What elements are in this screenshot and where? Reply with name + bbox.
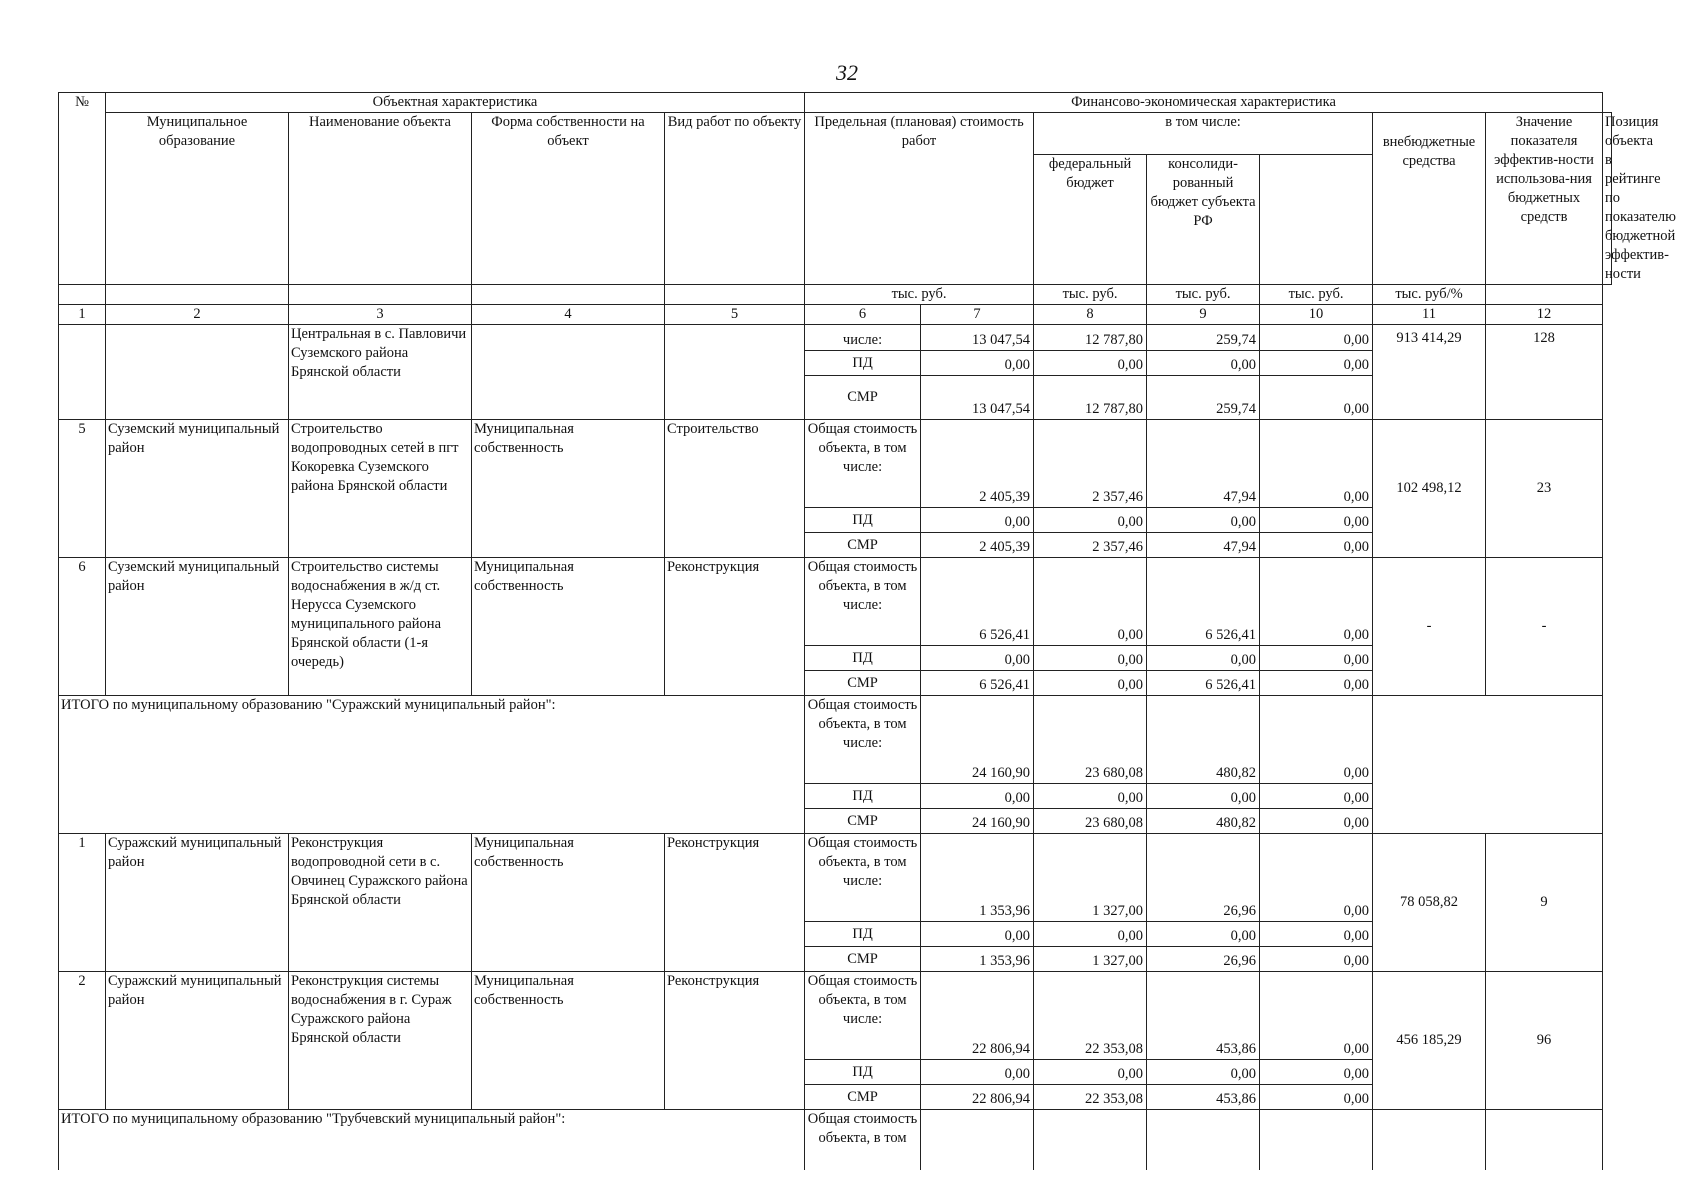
federal-header: федеральный бюджет	[1034, 155, 1147, 285]
position-cell: 96	[1486, 972, 1603, 1110]
value-cell: 1 353,96	[921, 947, 1034, 972]
col-num: 7	[921, 305, 1034, 325]
work-type-header: Вид работ по объекту	[665, 113, 805, 285]
row-number	[59, 325, 106, 420]
row-type-label: СМР	[805, 533, 921, 558]
unit-cost: тыс. руб.	[805, 285, 1034, 305]
value-cell: 6 526,41	[921, 558, 1034, 646]
table-row	[59, 834, 1612, 922]
value-cell: 259,74	[1147, 376, 1260, 420]
value-cell: 0,00	[1260, 508, 1373, 533]
work-type-cell: Строительство	[665, 420, 805, 558]
row-number: 1	[59, 834, 106, 972]
value-cell: 1 327,00	[1034, 834, 1147, 922]
value-cell: 12 787,80	[1034, 376, 1147, 420]
col-num: 3	[289, 305, 472, 325]
position-cell: -	[1486, 558, 1603, 696]
value-cell: 0,00	[921, 646, 1034, 671]
work-type-cell: Реконструкция	[665, 558, 805, 696]
total-label: ИТОГО по муниципальному образованию "Трубчевский муниципальный район":	[59, 1110, 805, 1170]
col-num: 9	[1147, 305, 1260, 325]
value-cell: 0,00	[1260, 972, 1373, 1060]
value-cell: 13 047,54	[921, 325, 1034, 351]
header-row-1	[59, 93, 1612, 113]
municipality-cell: Суражский муниципальный район	[106, 834, 289, 972]
row-type-label: ПД	[805, 508, 921, 533]
value-cell: 22 806,94	[921, 1085, 1034, 1110]
value-cell: 2 405,39	[921, 533, 1034, 558]
object-char-header: Объектная характеристика	[106, 93, 805, 113]
position-cell: 9	[1486, 834, 1603, 972]
value-cell: 480,82	[1147, 809, 1260, 834]
value-cell: 0,00	[1034, 671, 1147, 696]
municipality-cell	[106, 325, 289, 420]
row-type-label: СМР	[805, 376, 921, 420]
offbudget-header: внебюджетные средства	[1373, 113, 1486, 285]
cost-limit-header: Предельная (плановая) стоимость работ	[805, 113, 1034, 285]
col-num: 11	[1373, 305, 1486, 325]
value-cell: 0,00	[921, 508, 1034, 533]
value-cell: 0,00	[1260, 671, 1373, 696]
object-name-cell: Центральная в с. Павловичи Суземского района Брянской области	[289, 325, 472, 420]
value-cell: 0,00	[921, 922, 1034, 947]
value-cell: 0,00	[1260, 1060, 1373, 1085]
row-type-label: ПД	[805, 784, 921, 809]
value-cell: 26,96	[1147, 834, 1260, 922]
value-cell: 47,94	[1147, 533, 1260, 558]
value-cell: 0,00	[1034, 351, 1147, 376]
value-cell: 0,00	[1260, 947, 1373, 972]
consolidated-header: консолиди-рованный бюджет субъекта РФ	[1147, 155, 1260, 285]
table-row	[59, 972, 1612, 1060]
value-cell: 0,00	[1147, 784, 1260, 809]
value-cell: 0,00	[1260, 351, 1373, 376]
value-cell: 259,74	[1147, 325, 1260, 351]
value-cell: 22 806,94	[921, 972, 1034, 1060]
unit-row	[59, 285, 1612, 305]
ownership-cell: Муниципальная собственность	[472, 558, 665, 696]
value-cell: 26,96	[1147, 947, 1260, 972]
value-cell: 0,00	[921, 784, 1034, 809]
total-row	[59, 696, 1612, 784]
including-header: в том числе:	[1034, 113, 1373, 155]
table-row	[59, 325, 1612, 351]
object-name-cell: Строительство системы водоснабжения в ж/д ст. Нерусса Суземского муниципального района Брянской области (1-я очередь)	[289, 558, 472, 696]
value-cell: 2 357,46	[1034, 420, 1147, 508]
fin-char-header: Финансово-экономическая характеристика	[805, 93, 1603, 113]
value-cell: 0,00	[1034, 508, 1147, 533]
row-type-label: ПД	[805, 646, 921, 671]
value-cell: 0,00	[1260, 376, 1373, 420]
value-cell: 0,00	[1260, 420, 1373, 508]
unit-offbudget: тыс. руб.	[1260, 285, 1373, 305]
total-row	[59, 1110, 1612, 1170]
value-cell: 0,00	[1260, 646, 1373, 671]
municipality-cell: Суражский муниципальный район	[106, 972, 289, 1110]
col-num: 10	[1260, 305, 1373, 325]
value-cell: 0,00	[1034, 1060, 1147, 1085]
row-type-label: СМР	[805, 947, 921, 972]
unit-federal: тыс. руб.	[1034, 285, 1147, 305]
row-type-label: ПД	[805, 351, 921, 376]
value-cell: 0,00	[1034, 558, 1147, 646]
row-type-label: Общая стоимость объекта, в том числе:	[805, 558, 921, 646]
indicator-header: Значение показателя эффектив-ности использова-ния бюджетных средств	[1486, 113, 1603, 285]
work-type-cell	[665, 325, 805, 420]
value-cell: 0,00	[1147, 922, 1260, 947]
value-cell: 0,00	[1147, 508, 1260, 533]
value-cell: 1 327,00	[1034, 947, 1147, 972]
value-cell: 12 787,80	[1034, 325, 1147, 351]
header-row-2	[59, 113, 1612, 155]
value-cell: 0,00	[1147, 351, 1260, 376]
value-cell: 1 353,96	[921, 834, 1034, 922]
ownership-header: Форма собственности на объект	[472, 113, 665, 285]
municipality-cell: Суземский муниципальный район	[106, 420, 289, 558]
value-cell: 6 526,41	[1147, 671, 1260, 696]
value-cell: 24 160,90	[921, 696, 1034, 784]
value-cell: 0,00	[1260, 922, 1373, 947]
value-cell: 0,00	[921, 1060, 1034, 1085]
indicator-cell: 913 414,29	[1373, 325, 1486, 420]
ownership-cell	[472, 325, 665, 420]
work-type-cell: Реконструкция	[665, 972, 805, 1110]
col-num: 5	[665, 305, 805, 325]
budget-table	[58, 92, 1676, 1170]
row-type-label: числе:	[805, 325, 921, 351]
value-cell: 0,00	[1260, 558, 1373, 646]
table-row	[59, 420, 1612, 508]
value-cell: 453,86	[1147, 1085, 1260, 1110]
indicator-cell: 456 185,29	[1373, 972, 1486, 1110]
row-type-label: Общая стоимость объекта, в том числе:	[805, 972, 921, 1060]
col-no-header: №	[59, 93, 106, 285]
municipality-cell: Суземский муниципальный район	[106, 558, 289, 696]
row-type-label: СМР	[805, 1085, 921, 1110]
row-number: 6	[59, 558, 106, 696]
value-cell: 6 526,41	[921, 671, 1034, 696]
value-cell: 0,00	[1147, 646, 1260, 671]
value-cell: 2 357,46	[1034, 533, 1147, 558]
object-name-cell: Строительство водопроводных сетей в пгт Кокоревка Суземского района Брянской области	[289, 420, 472, 558]
value-cell: 453,86	[1147, 972, 1260, 1060]
row-type-label: Общая стоимость объекта, в том числе:	[805, 696, 921, 784]
value-cell: 0,00	[921, 351, 1034, 376]
value-cell: 0,00	[1260, 834, 1373, 922]
col-num: 4	[472, 305, 665, 325]
col-num: 8	[1034, 305, 1147, 325]
total-label: ИТОГО по муниципальному образованию "Суражский муниципальный район":	[59, 696, 805, 834]
col-num: 6	[805, 305, 921, 325]
row-type-label: Общая стоимость объекта, в том числе:	[805, 834, 921, 922]
value-cell: 22 353,08	[1034, 1085, 1147, 1110]
value-cell: 0,00	[1260, 696, 1373, 784]
value-cell: 23 680,08	[1034, 696, 1147, 784]
value-cell: 480,82	[1147, 696, 1260, 784]
value-cell: 0,00	[1034, 784, 1147, 809]
value-cell: 0,00	[1260, 784, 1373, 809]
row-type-label: Общая стоимость объекта, в том числе:	[805, 420, 921, 508]
position-header: Позиция объекта в рейтинге по показателю бюджетной эффектив-ности	[1603, 113, 1612, 285]
table-row	[59, 558, 1612, 646]
object-name-cell: Реконструкция системы водоснабжения в г. Сураж Суражского района Брянской области	[289, 972, 472, 1110]
page-number: 32	[836, 60, 858, 85]
row-type-label: СМР	[805, 809, 921, 834]
row-number: 2	[59, 972, 106, 1110]
value-cell: 6 526,41	[1147, 558, 1260, 646]
value-cell: 23 680,08	[1034, 809, 1147, 834]
value-cell: 47,94	[1147, 420, 1260, 508]
value-cell: 13 047,54	[921, 376, 1034, 420]
value-cell: 0,00	[1260, 533, 1373, 558]
col-num: 2	[106, 305, 289, 325]
object-name-header: Наименование объекта	[289, 113, 472, 285]
work-type-cell: Реконструкция	[665, 834, 805, 972]
row-type-label: ПД	[805, 1060, 921, 1085]
ownership-cell: Муниципальная собственность	[472, 972, 665, 1110]
ownership-cell: Муниципальная собственность	[472, 834, 665, 972]
value-cell: 24 160,90	[921, 809, 1034, 834]
value-cell: 0,00	[1147, 1060, 1260, 1085]
value-cell: 0,00	[1034, 922, 1147, 947]
municipality-header: Муниципальное образование	[106, 113, 289, 285]
indicator-cell: 78 058,82	[1373, 834, 1486, 972]
position-cell: 23	[1486, 420, 1603, 558]
row-type-label: ПД	[805, 922, 921, 947]
indicator-cell: 102 498,12	[1373, 420, 1486, 558]
object-name-cell: Реконструкция водопроводной сети в с. Овчинец Суражского района Брянской области	[289, 834, 472, 972]
indicator-cell: -	[1373, 558, 1486, 696]
value-cell: 2 405,39	[921, 420, 1034, 508]
col-number-row	[59, 305, 1612, 325]
value-cell: 0,00	[1260, 1085, 1373, 1110]
value-cell: 0,00	[1260, 325, 1373, 351]
row-number: 5	[59, 420, 106, 558]
value-cell: 0,00	[1034, 646, 1147, 671]
position-cell: 128	[1486, 325, 1603, 420]
value-cell: 0,00	[1260, 809, 1373, 834]
row-type-label: Общая стоимость объекта, в том	[805, 1110, 921, 1170]
value-cell: 22 353,08	[1034, 972, 1147, 1060]
col-num: 12	[1486, 305, 1603, 325]
row-type-label: СМР	[805, 671, 921, 696]
unit-consolidated: тыс. руб.	[1147, 285, 1260, 305]
unit-indicator: тыс. руб/%	[1373, 285, 1486, 305]
ownership-cell: Муниципальная собственность	[472, 420, 665, 558]
col-num: 1	[59, 305, 106, 325]
